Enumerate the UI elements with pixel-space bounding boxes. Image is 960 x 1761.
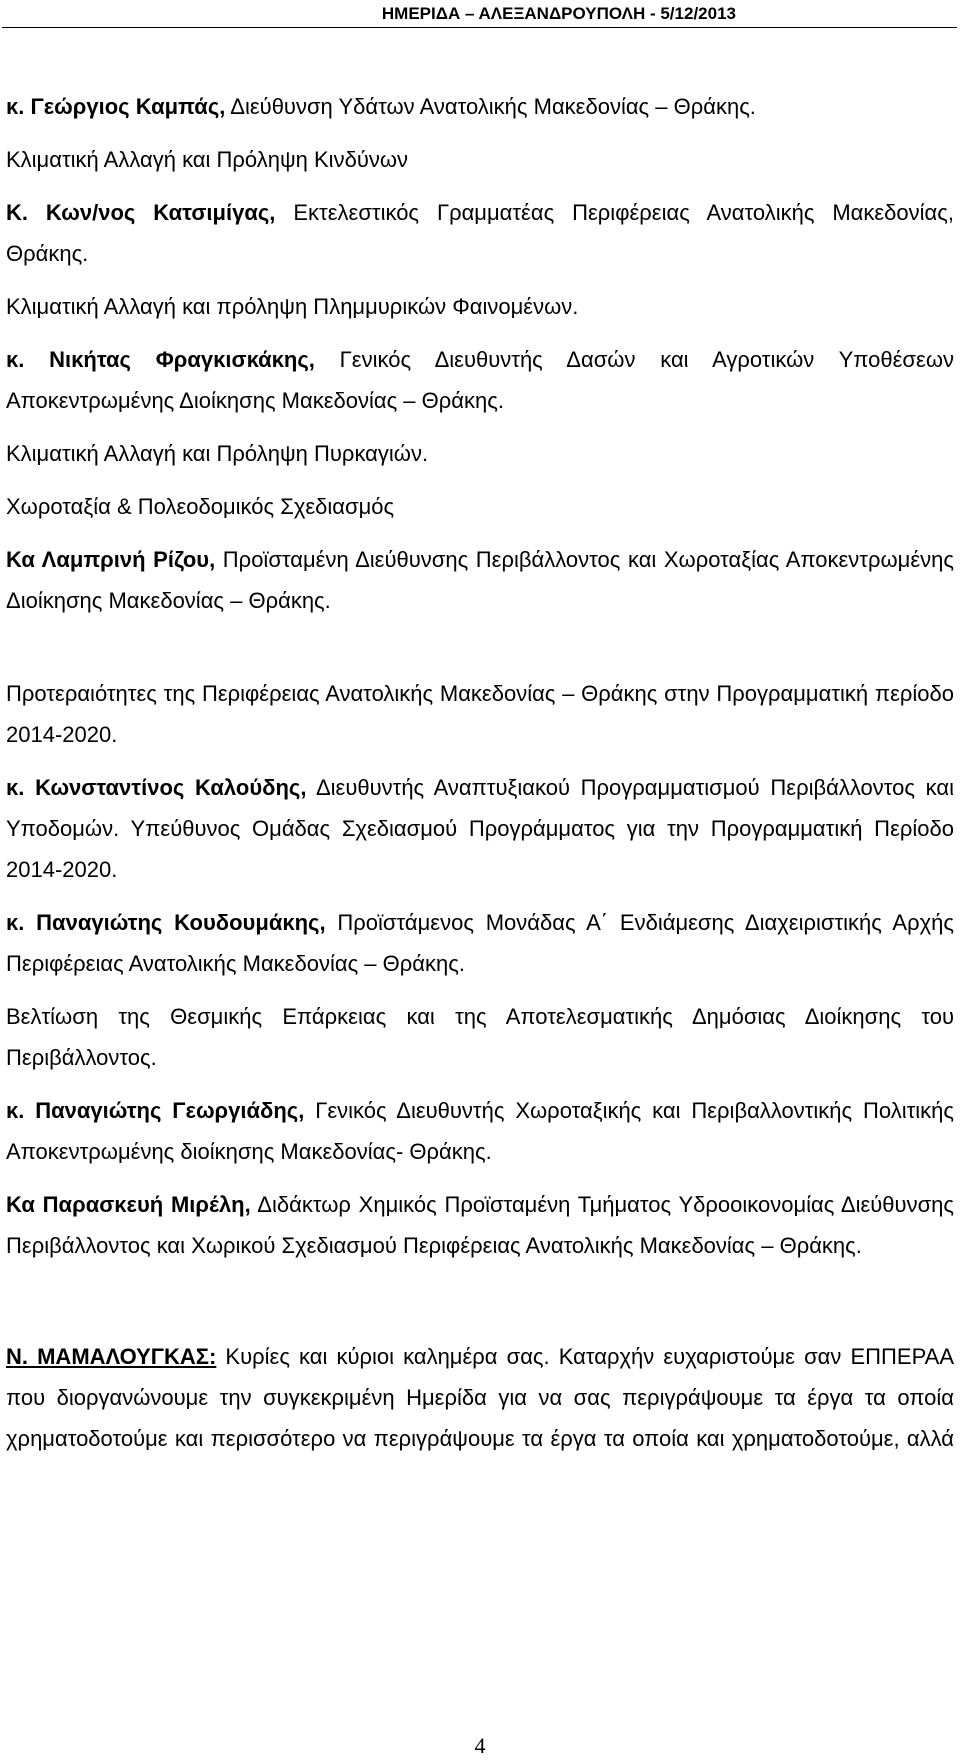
speaker-role: Εκτελεστικός Γραμματέας Περιφέρειας Ανατολικής Μακεδονίας, Θράκης. [6,200,954,266]
speech-paragraph [6,1336,954,1459]
speaker-role: Προϊστάμενος Μονάδας Α΄ Ενδιάμεσης Διαχειριστικής Αρχής Περιφέρειας Ανατολικής Μακεδονίας – Θράκης. [6,910,955,976]
topic-paragraph: Βελτίωση της Θεσμικής Επάρκειας και της Αποτελεσματικής Δημόσιας Διοίκησης του Περιβάλλοντος. [6,1004,954,1070]
speaker-role: Γενικός Διευθυντής Χωροταξικής και Περιβαλλοντικής Πολιτικής Αποκεντρωμένης διοίκησης Μακεδονίας- Θράκης. [6,1098,955,1164]
speaker-name: Κα Παρασκευή Μιρέλη, [6,1192,251,1217]
speaker-paragraph [6,192,954,274]
page-number: 4 [474,1733,486,1758]
topic-paragraph: Κλιματική Αλλαγή και πρόληψη Πλημμυρικών Φαινομένων. [6,294,579,319]
speaker-paragraph [6,1184,954,1266]
document-body [6,86,954,1459]
topic-paragraph: Χωροταξία & Πολεοδομικός Σχεδιασμός [6,494,395,519]
header-rule [2,27,957,28]
speaker-name: Κα Λαμπρινή Ρίζου, [6,547,216,572]
speaker-role: Διδάκτωρ Χημικός Προϊσταμένη Τμήματος Υδροοικονομίας Διεύθυνσης Περιβάλλοντος και Χωρικού Σχεδιασμού Περιφέρειας Ανατολικής Μακεδονίας – Θράκης. [6,1192,954,1258]
speaker-role: Γενικός Διευθυντής Δασών και Αγροτικών Υποθέσεων Αποκεντρωμένης Διοίκησης Μακεδονίας – Θράκης. [6,347,954,413]
speaker-name: κ. Παναγιώτης Κουδουμάκης, [6,910,326,935]
speaker-name: κ. Γεώργιος Καμπάς, [6,94,226,119]
speaker-role: Διευθυντής Αναπτυξιακού Προγραμματισμού Περιβάλλοντος και Υποδομών. Υπεύθυνος Ομάδας Σχεδιασμού Προγράμματος για την Προγραμματική Περίοδο 2014-2020. [6,775,954,882]
speaker-name: κ. Νικήτας Φραγκισκάκης, [6,347,315,372]
speaker-name: Κ. Κων/νος Κατσιμίγας, [6,200,276,225]
speaker-name: κ. Παναγιώτης Γεωργιάδης, [6,1098,305,1123]
speaker-role: Διεύθυνση Υδάτων Ανατολικής Μακεδονίας – Θράκης. [225,94,756,119]
speaker-paragraph [6,86,954,127]
topic-paragraph: Προτεραιότητες της Περιφέρειας Ανατολικής Μακεδονίας – Θράκης στην Προγραμματική περίοδο 2014-2020. [6,681,954,747]
speaker-paragraph [6,339,954,421]
speech-speaker: Ν. ΜΑΜΑΛΟΥΓΚΑΣ: [6,1344,217,1369]
speech-text: Κυρίες και κύριοι καλημέρα σας. Καταρχήν ευχαριστούμε σαν ΕΠΠΕΡΑΑ που διοργανώνουμε την συγκεκριμένη Ημερίδα για να σας περιγράψουμε τα έργα τα οποία χρηματοδοτούμε και περισσότερο να περιγράψουμε τα έργα τα οποία και χρηματοδοτούμε, αλλά [6,1344,954,1451]
speaker-paragraph [6,767,954,890]
speaker-name: κ. Κωνσταντίνος Καλούδης, [6,775,307,800]
speaker-paragraph [6,1090,954,1172]
running-header: ΗΜΕΡΙΔΑ – ΑΛΕΞΑΝΔΡΟΥΠΟΛΗ - 5/12/2013 [381,4,736,23]
speaker-paragraph [6,902,954,984]
topic-paragraph: Κλιματική Αλλαγή και Πρόληψη Κινδύνων [6,147,409,172]
speaker-role: Προϊσταμένη Διεύθυνσης Περιβάλλοντος και Χωροταξίας Αποκεντρωμένης Διοίκησης Μακεδονίας – Θράκης. [6,547,954,613]
speaker-paragraph [6,539,954,621]
topic-paragraph: Κλιματική Αλλαγή και Πρόληψη Πυρκαγιών. [6,441,429,466]
